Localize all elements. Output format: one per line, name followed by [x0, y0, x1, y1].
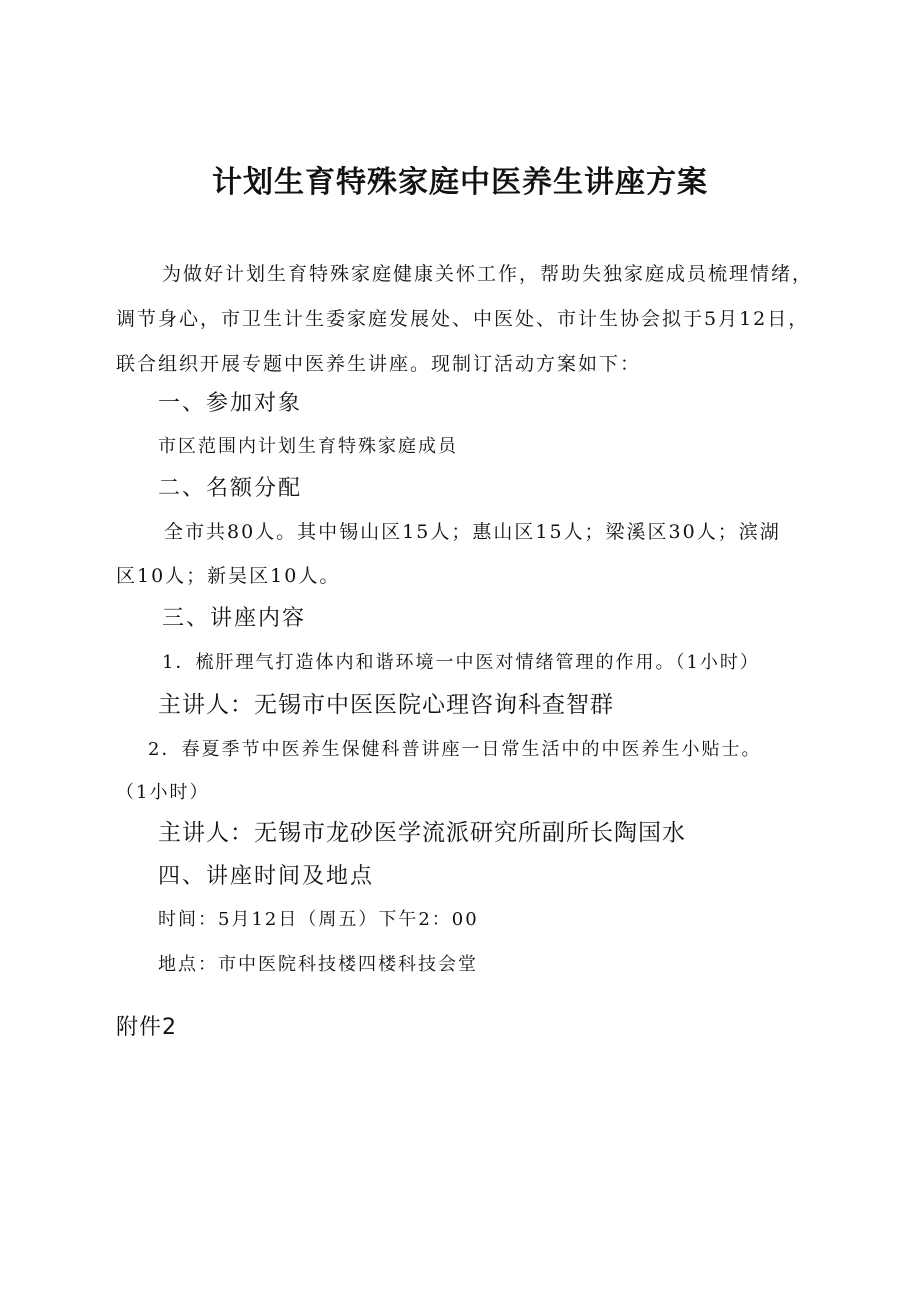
lecture-item-1: 1．梳肝理气打造体内和谐环境一中医对情绪管理的作用。（1小时） [162, 652, 760, 673]
quota-line-1: 全市共80人。其中锡山区15人；惠山区15人；梁溪区30人；滨湖 [164, 521, 781, 543]
attachment-label: 附件2 [116, 1015, 177, 1040]
speaker-2: 主讲人：无锡市龙砂医学流派研究所副所长陶国水 [158, 820, 686, 846]
lecture-item-2-line-1: 2．春夏季节中医养生保健科普讲座一日常生活中的中医养生小贴士。 [148, 739, 762, 760]
intro-line-1: 为做好计划生育特殊家庭健康关怀工作，帮助失独家庭成员梳理情绪， [162, 263, 814, 285]
participants-text: 市区范围内计划生育特殊家庭成员 [158, 436, 458, 457]
lecture-item-2-line-2: （1小时） [116, 782, 210, 803]
section-heading-quota: 二、名额分配 [158, 476, 303, 501]
section-heading-participants: 一、参加对象 [158, 391, 303, 416]
lecture-time: 时间：5月12日（周五）下午2：00 [158, 909, 479, 930]
intro-line-3: 联合组织开展专题中医养生讲座。现制订活动方案如下： [116, 353, 642, 375]
section-heading-content: 三、讲座内容 [162, 606, 307, 631]
speaker-1: 主讲人：无锡市中医医院心理咨询科查智群 [158, 692, 614, 718]
document-title: 计划生育特殊家庭中医养生讲座方案 [212, 165, 708, 200]
lecture-place: 地点：市中医院科技楼四楼科技会堂 [158, 954, 478, 975]
intro-line-2: 调节身心，市卫生计生委家庭发展处、中医处、市计生协会拟于5月12日， [116, 308, 810, 330]
section-heading-time-place: 四、讲座时间及地点 [158, 864, 375, 889]
quota-line-2: 区10人；新吴区10人。 [116, 565, 341, 587]
